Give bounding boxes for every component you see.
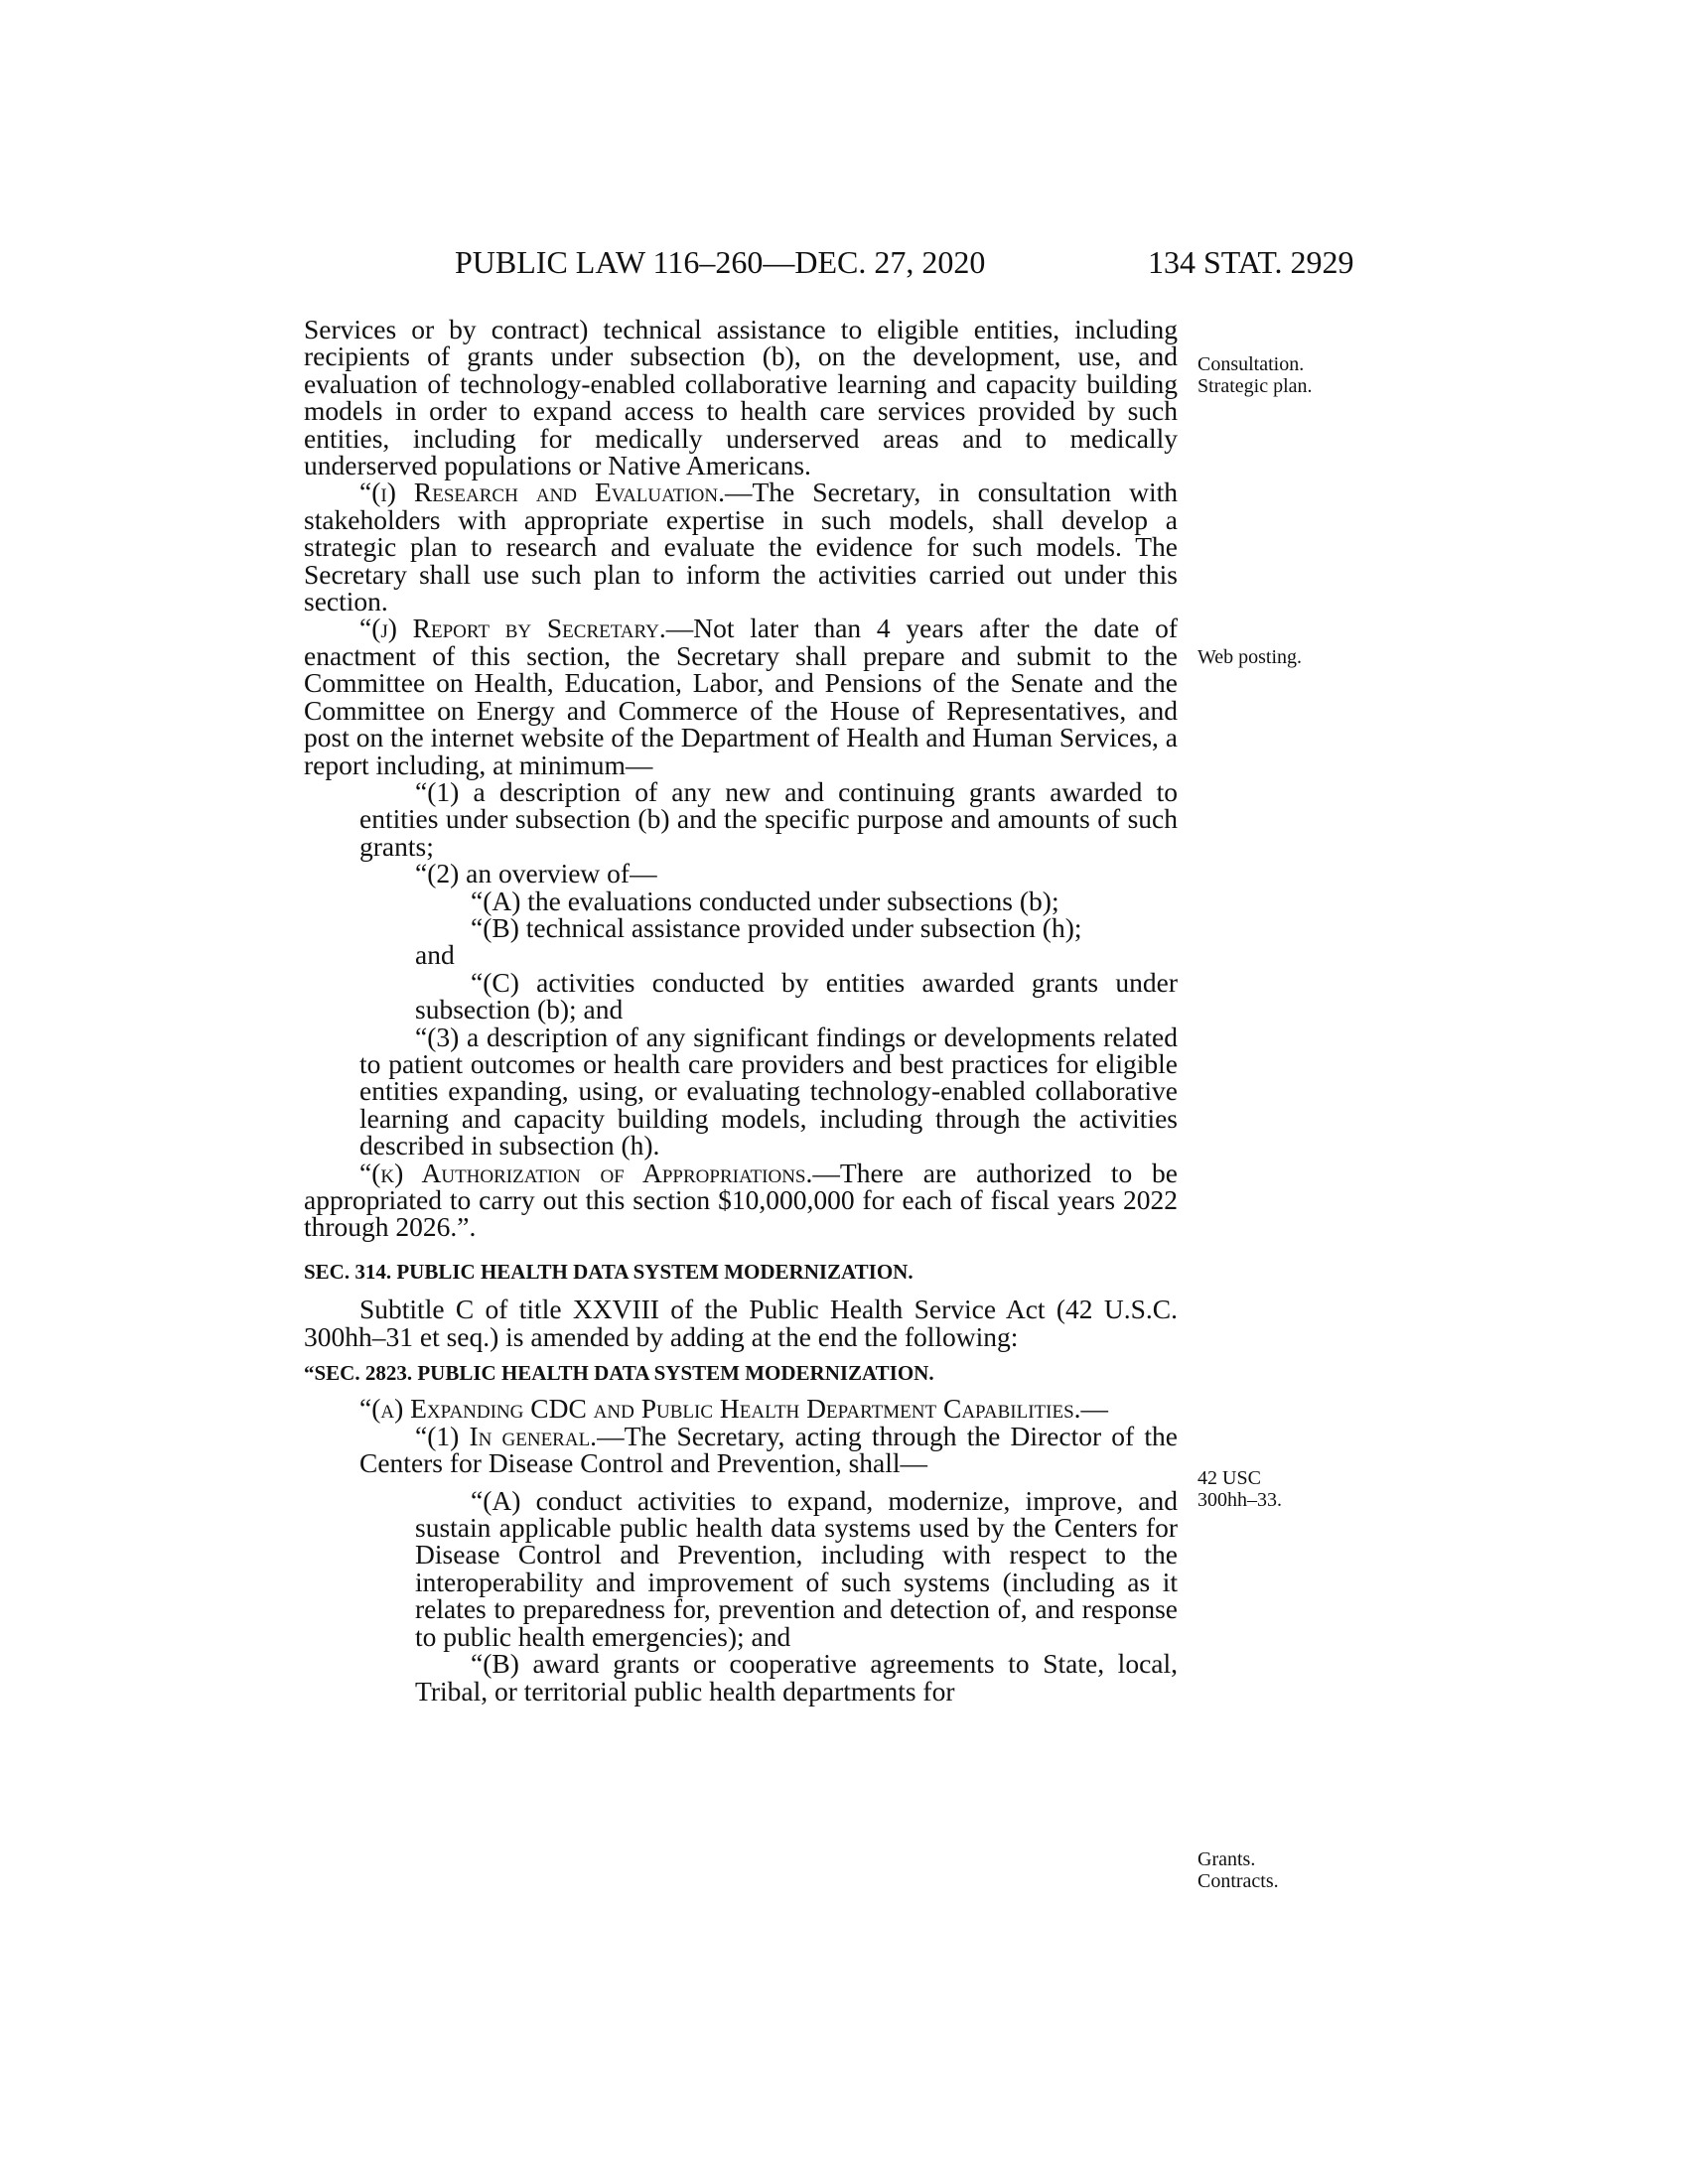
page-header — [0, 244, 1688, 284]
subsection-a — [304, 1393, 1178, 1425]
subsection-j — [304, 613, 1178, 780]
margin-note-usc — [1197, 1467, 1282, 1511]
margin-note-grants-line: Grants. — [1197, 1848, 1256, 1870]
subparagraph-j2B: “(B) technical assistance provided under subsection (h); — [471, 911, 1082, 943]
header-title: PUBLIC LAW 116–260—DEC. 27, 2020 — [455, 244, 986, 280]
section-2823-heading: “SEC. 2823. PUBLIC HEALTH DATA SYSTEM MODERNIZATION. — [304, 1361, 934, 1386]
subparagraph-j2A: “(A) the evaluations conducted under subsections (b); — [471, 885, 1059, 916]
subsection-j-heading: “(j) Report by Secretary. — [359, 613, 666, 644]
margin-note-web-posting — [1197, 646, 1302, 668]
subsection-j-text: —Not later than 4 years after the date of enactment of this section, the Secretary shall prepare and submit to the Committee on Health, Education, Labor, and Pensions of the Senate and the Committee on Energy and Commerce of the House of Representatives, and post on the internet website of the Department of Health and Human Services, a report including, at minimum— — [304, 613, 1178, 780]
subparagraph-j2B-and: and — [415, 939, 455, 971]
subsection-a-heading: “(a) Expanding CDC and Public Health Department Capabilities. — [359, 1393, 1081, 1425]
subsection-i-heading: “(i) Research and Evaluation. — [359, 477, 725, 508]
subparagraph-j2C: “(C) activities conducted by entities awarded grants under subsection (b); and — [415, 966, 1178, 1025]
margin-note-contracts-line: Contracts. — [1197, 1870, 1279, 1892]
paragraph-a1 — [304, 1420, 1178, 1479]
paragraph-continuation: Services or by contract) technical assistance to eligible entities, including recipients of grants under subsection (b), on the development, use, and evaluation of technology-enabled collaborative learning and capacity building models in order to expand access to health care services provided by such entities, including for medically underserved areas and to medically underserved populations or Native Americans. — [304, 314, 1178, 481]
paragraph-j1: “(1) a description of any new and continuing grants awarded to entities under subsection (b) and the specific purpose and amounts of such grants; — [359, 775, 1178, 862]
subsection-k-heading: “(k) Authorization of Appropriations. — [359, 1157, 813, 1188]
margin-note-usc-line-2: 300hh–33. — [1197, 1489, 1282, 1511]
paragraph-a1-heading: “(1) In general. — [415, 1420, 598, 1451]
header-page-number: 134 STAT. 2929 — [1148, 244, 1354, 280]
subsection-a-dash: — — [1080, 1393, 1109, 1425]
margin-note-consultation — [1197, 353, 1313, 397]
margin-note-web-posting-line: Web posting. — [1197, 646, 1303, 668]
margin-note-grants — [1197, 1848, 1279, 1892]
margin-note-usc-line-1: 42 USC — [1197, 1467, 1261, 1489]
paragraph-a1-text: —The Secretary, acting through the Director of the Centers for Disease Control and Prevention, shall— — [359, 1420, 1178, 1479]
subparagraph-a1A: “(A) conduct activities to expand, modernize, improve, and sustain applicable public health data systems used by the Centers for Disease Control and Prevention, including with respect to the interoperability and improvement of such systems (including as it relates to preparedness for, prevention and detection of, and response to public health emergencies); and — [415, 1484, 1178, 1652]
paragraph-j3: “(3) a description of any significant findings or developments related to patient outcomes or health care providers and best practices for eligible entities expanding, using, or evaluating technology-enabled collaborative learning and capacity building models, including through the activities described in subsection (h). — [359, 1021, 1178, 1161]
margin-note-strategic-plan-line: Strategic plan. — [1197, 375, 1313, 397]
subsection-k-text: —There are authorized to be appropriated to carry out this section $10,000,000 for each of fiscal years 2022 through 2026.”. — [304, 1157, 1179, 1243]
subparagraph-a1B: “(B) award grants or cooperative agreements to State, local, Tribal, or territorial public health departments for — [415, 1648, 1178, 1706]
subsection-k — [304, 1157, 1179, 1243]
margin-note-consultation-line: Consultation. — [1197, 353, 1305, 375]
subsection-i — [304, 477, 1178, 617]
paragraph-j2: “(2) an overview of— — [415, 858, 657, 889]
section-314-text: Subtitle C of title XXVIII of the Public Health Service Act (42 U.S.C. 300hh–31 et seq.) is amended by adding at the end the following: — [304, 1294, 1178, 1352]
section-314-heading: SEC. 314. PUBLIC HEALTH DATA SYSTEM MODERNIZATION. — [304, 1259, 914, 1284]
document-body — [304, 316, 1178, 1705]
subsection-i-text: —The Secretary, in consultation with stakeholders with appropriate expertise in such models, shall develop a strategic plan to research and evaluate the evidence for such models. The Secretary shall use such plan to inform the activities carried out under this section. — [304, 477, 1178, 617]
